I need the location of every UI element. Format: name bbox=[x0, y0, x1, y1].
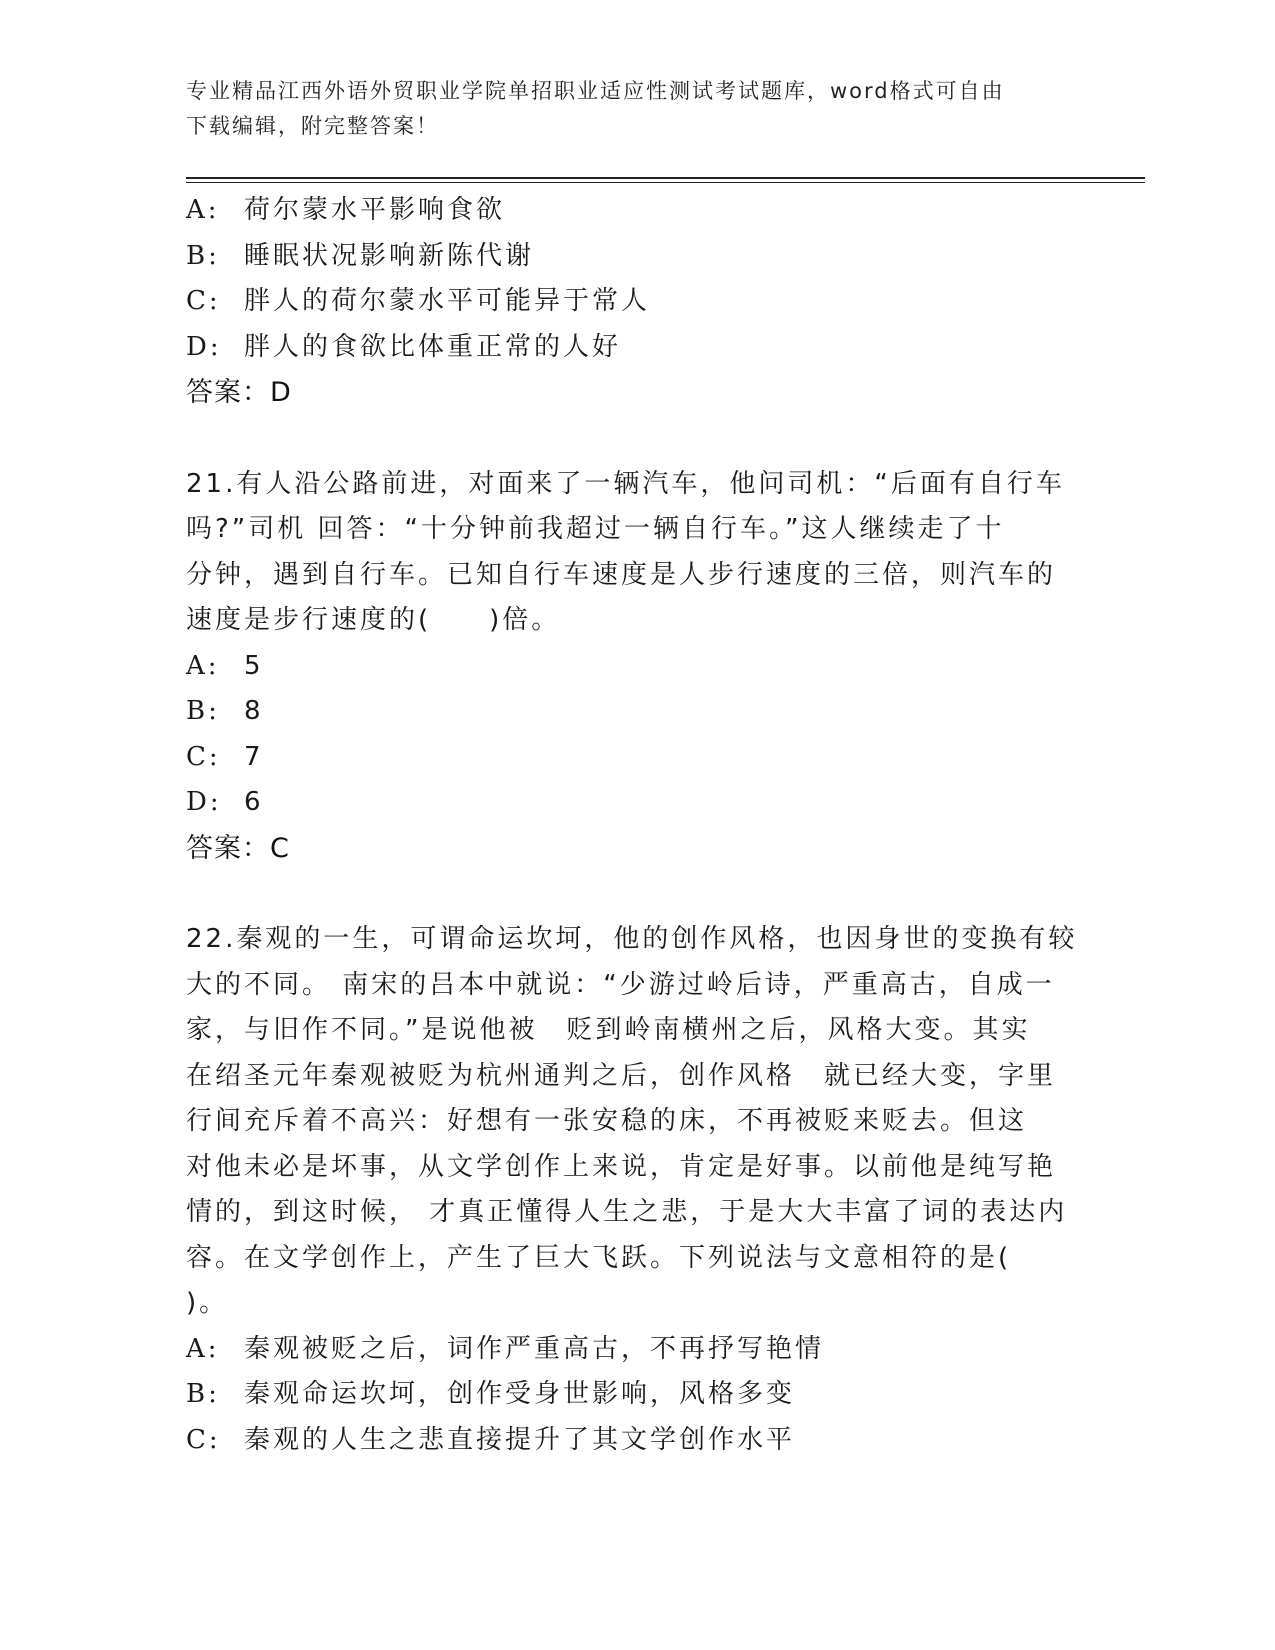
answer-line: 答案：C bbox=[186, 832, 290, 864]
option-key: A: bbox=[186, 195, 220, 225]
option-key: B: bbox=[186, 696, 220, 726]
question-text-line: 大的不同。 南宋的吕本中就说：“少游过岭后诗，严重高古，自成一 bbox=[186, 969, 1055, 1000]
option-c bbox=[186, 735, 1086, 781]
option-a bbox=[186, 644, 1086, 690]
option-key: D: bbox=[186, 331, 222, 362]
option-text: 8 bbox=[244, 696, 264, 726]
header-rule-thin bbox=[186, 182, 1145, 183]
option-text: 6 bbox=[244, 787, 264, 817]
option-c bbox=[186, 1418, 1086, 1464]
document-body bbox=[186, 188, 1086, 1463]
question-21 bbox=[186, 462, 1086, 872]
option-text: 秦观的人生之悲直接提升了其文学创作水平 bbox=[244, 1424, 796, 1455]
question-text-line: 分钟，遇到自行车。已知自行车速度是人步行速度的三倍，则汽车的 bbox=[186, 559, 1057, 590]
option-text: 7 bbox=[244, 741, 264, 772]
question-text-line: 行间充斥着不高兴：好想有一张安稳的床，不再被贬来贬去。但这 bbox=[186, 1106, 1028, 1136]
option-key: A: bbox=[186, 650, 220, 681]
question-text-line: )。 bbox=[186, 1288, 229, 1318]
header-line-2: 下载编辑，附完整答案！ bbox=[186, 114, 439, 138]
option-key: A: bbox=[186, 1333, 220, 1364]
option-d bbox=[186, 325, 1086, 371]
question-text-line: 速度是步行速度的( )倍。 bbox=[186, 605, 561, 635]
option-key: B: bbox=[186, 1379, 220, 1409]
question-22 bbox=[186, 917, 1086, 1463]
question-text-line: 在绍圣元年秦观被贬为杭州通判之后，创作风格 就已经大变，字里 bbox=[186, 1060, 1057, 1091]
option-key: B: bbox=[186, 240, 220, 271]
option-key: D: bbox=[186, 787, 222, 817]
option-b bbox=[186, 689, 1086, 735]
question-text-line: 容。在文学创作上，产生了巨大飞跃。下列说法与文意相符的是( bbox=[186, 1242, 1012, 1273]
answer-line: 答案：D bbox=[186, 377, 292, 408]
question-20 bbox=[186, 188, 1086, 416]
header-rule-thick bbox=[186, 177, 1145, 179]
option-c bbox=[186, 279, 1086, 325]
option-text: 睡眠状况影响新陈代谢 bbox=[244, 240, 535, 271]
question-text-line: 情的，到这时候， 才真正懂得人生之悲，于是大大丰富了词的表达内 bbox=[186, 1197, 1068, 1227]
header-line-1: 专业精品江西外语外贸职业学院单招职业适应性测试考试题库，word格式可自由 bbox=[186, 79, 1005, 103]
option-text: 秦观被贬之后，词作严重高古，不再抒写艳情 bbox=[244, 1333, 825, 1364]
question-text-line: 家，与旧作不同。”是说他被 贬到岭南横州之后，风格大变。其实 bbox=[186, 1015, 1031, 1045]
option-key: C: bbox=[186, 741, 221, 772]
option-text: 5 bbox=[244, 650, 264, 681]
option-a bbox=[186, 1327, 1086, 1373]
option-b bbox=[186, 234, 1086, 280]
option-text: 荷尔蒙水平影响食欲 bbox=[244, 195, 506, 225]
option-a bbox=[186, 188, 1086, 234]
option-key: C: bbox=[186, 286, 221, 316]
option-text: 胖人的荷尔蒙水平可能异于常人 bbox=[244, 286, 651, 316]
option-text: 胖人的食欲比体重正常的人好 bbox=[244, 331, 622, 362]
option-b bbox=[186, 1372, 1086, 1418]
question-text-line: 22.秦观的一生，可谓命运坎坷，他的创作风格，也因身世的变换有较 bbox=[186, 924, 1078, 954]
option-key: C: bbox=[186, 1424, 221, 1455]
document-header bbox=[186, 74, 1086, 144]
question-text-line: 吗?”司机 回答：“十分钟前我超过一辆自行车。”这人继续走了十 bbox=[186, 514, 1005, 544]
question-text-line: 21.有人沿公路前进，对面来了一辆汽车，他问司机：“后面有自行车 bbox=[186, 468, 1065, 499]
question-text-line: 对他未必是坏事，从文学创作上来说，肯定是好事。以前他是纯写艳 bbox=[186, 1151, 1057, 1182]
option-text: 秦观命运坎坷，创作受身世影响，风格多变 bbox=[244, 1379, 796, 1409]
option-d bbox=[186, 780, 1086, 826]
